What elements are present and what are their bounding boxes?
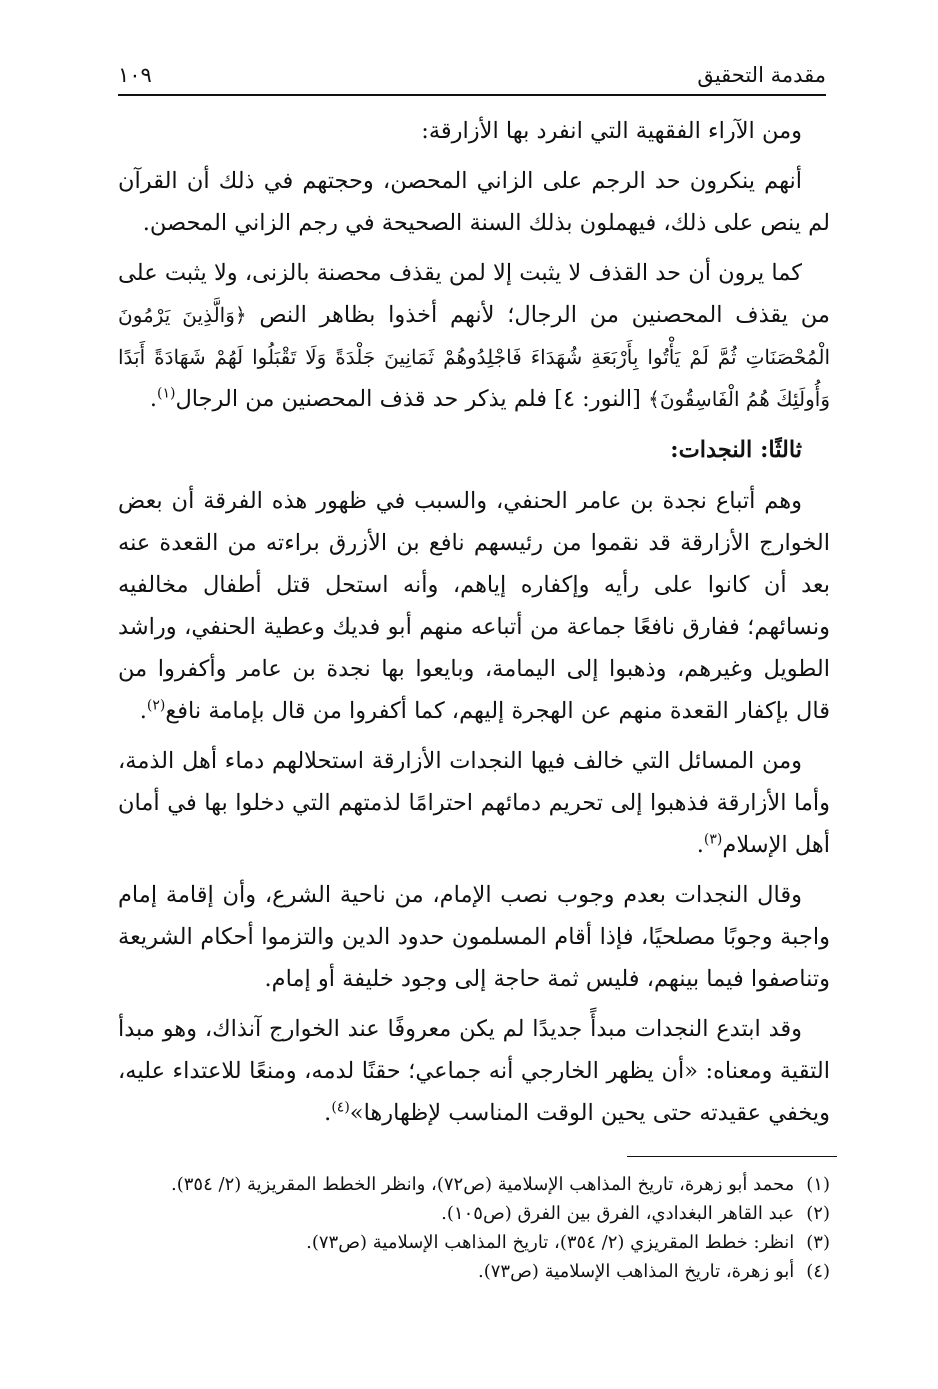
paragraph-text: [النور: ٤] فلم يذكر حد قذف المحصنين من الرجال <box>175 386 649 412</box>
period: . <box>324 1100 332 1126</box>
period: . <box>139 698 147 724</box>
footnote-text: محمد أبو زهرة، تاريخ المذاهب الإسلامية (ص٧٢)، وانظر الخطط المقريزية (٢/ ٣٥٤). <box>171 1174 795 1195</box>
paragraph-text: ومن المسائل التي خالف فيها النجدات الأزارقة استحلالهم دماء أهل الذمة، وأما الأزارقة فذهبوا إلى تحريم دمائهم احترامًا لذمتهم التي دخلوا بها في أمان أهل الإسلام <box>118 748 830 858</box>
footnote-ref[interactable]: (١) <box>156 385 176 402</box>
footnote-number: (٤) <box>806 1261 830 1282</box>
footnote-item <box>118 1170 830 1199</box>
footnotes <box>118 1170 830 1286</box>
paragraph-text: وقد ابتدع النجدات مبدأً جديدًا لم يكن معروفًا عند الخوارج آنذاك، وهو مبدأ التقية ومعناه: «أن يظهر الخارجي أنه جماعي؛ حقنًا لدمه، ومنعًا للاعتداء عليه، ويخفي عقيدته حتى يحين الوقت المناسب لإظهارها» <box>118 1016 830 1126</box>
paragraph-text: وهم أتباع نجدة بن عامر الحنفي، والسبب في ظهور هذه الفرقة أن بعض الخوارج الأزارقة قد نقموا من رئيسهم نافع بن الأزرق براءته من القعدة عنه بعد أن كانوا على رأيه وإكفاره إياهم، وأنه استحل قتل أطفال مخالفيه ونسائهم؛ ففارق نافعًا جماعة من أتباعه منهم أبو فديك وعطية الحنفي، وراشد الطويل وغيرهم، وذهبوا إلى اليمامة، وبايعوا بها نجدة بن عامر وأكفروا من قال بإكفار القعدة منهم عن الهجرة إليهم، كما أكفروا من قال بإمامة نافع <box>118 488 830 724</box>
paragraph-qadhf <box>118 252 830 420</box>
paragraph-najdat-origin <box>118 480 830 732</box>
paragraph-najdat-taqiyya <box>118 1008 830 1134</box>
period: . <box>696 832 704 858</box>
paragraph-intro: ومن الآراء الفقهية التي انفرد بها الأزارقة: <box>421 118 802 144</box>
footnote-ref[interactable]: (٢) <box>146 697 166 714</box>
footnote-ref[interactable]: (٤) <box>331 1099 350 1116</box>
footnote-item <box>118 1199 830 1228</box>
footnote-number: (٢) <box>806 1203 830 1224</box>
paragraph-stoning: أنهم ينكرون حد الرجم على الزاني المحصن، وحجتهم في ذلك أن القرآن لم ينص على ذلك، فيهملون بذلك السنة الصحيحة في رجم الزاني المحصن. <box>118 168 830 236</box>
footnote-divider <box>627 1156 837 1157</box>
paragraph-najdat-dhimma <box>118 740 830 866</box>
footnote-text: انظر: خطط المقريزي (٢/ ٣٥٤)، تاريخ المذاهب الإسلامية (ص٧٣). <box>306 1232 795 1253</box>
footnote-number: (٣) <box>806 1232 830 1253</box>
quran-verse: ﴿وَالَّذِينَ يَرْمُونَ الْمُحْصَنَاتِ ثُمَّ لَمْ يَأْتُوا بِأَرْبَعَةِ شُهَدَاءَ فَاجْلِدُوهُمْ ثَمَانِينَ جَلْدَةً وَلَا تَقْبَلُوا لَهُمْ شَهَادَةً أَبَدًا وَأُولَئِكَ هُمُ الْفَاسِقُونَ﴾ <box>118 303 830 411</box>
period: . <box>149 386 157 412</box>
footnote-text: عبد القاهر البغدادي، الفرق بين الفرق (ص١٠٥). <box>441 1203 795 1224</box>
paragraph-text: كما يرون أن حد القذف لا يثبت إلا لمن يقذف محصنة بالزنى، ولا يثبت على من يقذف المحصنين من الرجال؛ لأنهم أخذوا بظاهر النص <box>118 260 830 328</box>
footnote-item <box>118 1228 830 1257</box>
section-heading: ثالثًا: النجدات: <box>670 437 802 463</box>
footnote-ref[interactable]: (٣) <box>703 831 723 848</box>
page-header <box>118 56 826 96</box>
footnote-text: أبو زهرة، تاريخ المذاهب الإسلامية (ص٧٣). <box>477 1261 795 1282</box>
footnote-item <box>118 1257 830 1286</box>
main-text <box>118 110 830 1142</box>
paragraph-najdat-imamate: وقال النجدات بعدم وجوب نصب الإمام، من ناحية الشرع، وأن إقامة إمام واجبة وجوبًا مصلحيًا، فإذا أقام المسلمون حدود الدين والتزموا أحكام الشريعة وتناصفوا فيما بينهم، فليس ثمة حاجة إلى وجود خليفة أو إمام. <box>118 882 830 992</box>
footnote-number: (١) <box>806 1174 830 1195</box>
running-title: مقدمة التحقيق <box>697 63 826 87</box>
page-number: ١٠٩ <box>118 63 152 87</box>
